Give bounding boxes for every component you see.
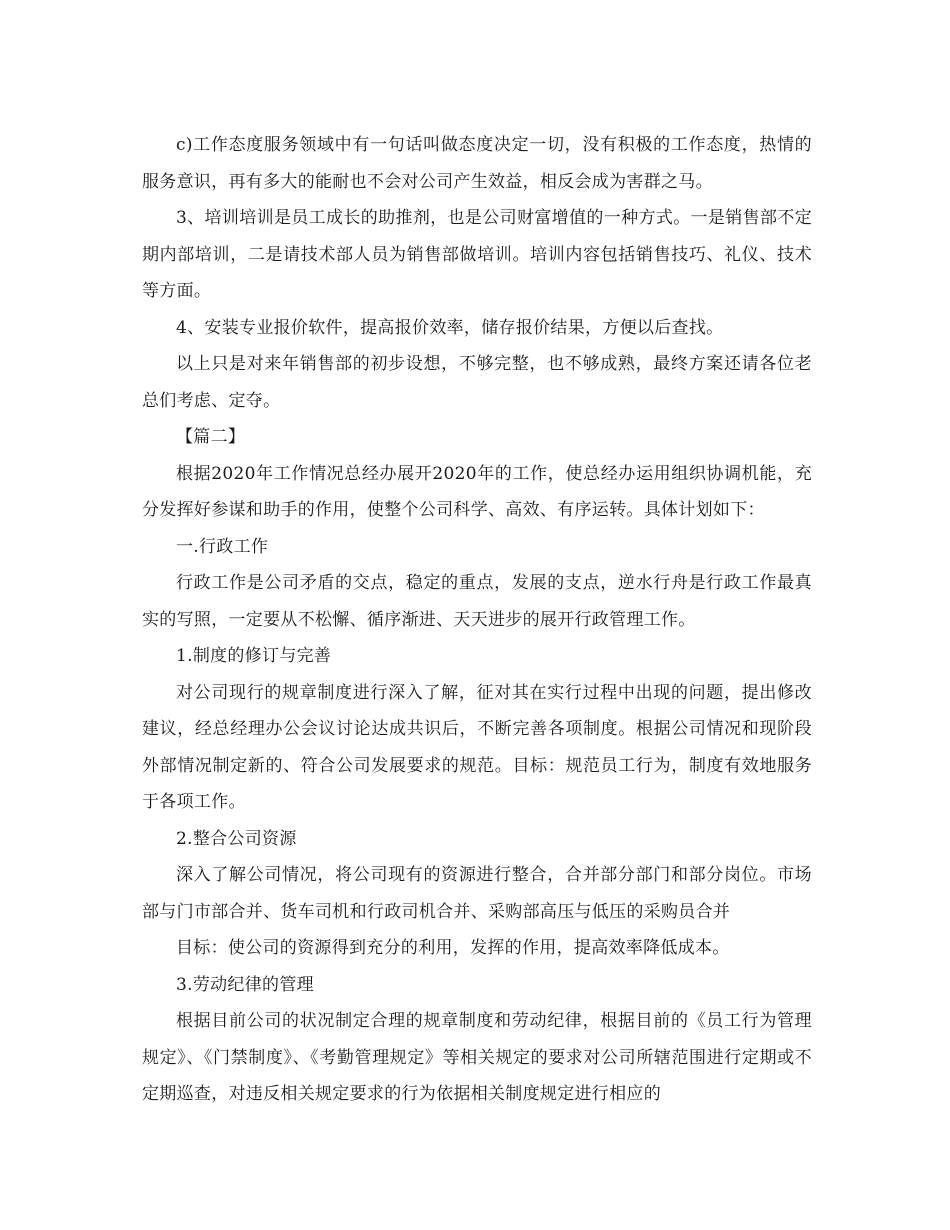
heading-administrative-work: 一.行政工作 xyxy=(176,536,269,557)
paragraph-resource-integration: 深入了解公司情况，将公司现有的资源进行整合，合并部分部门和部分岗位。市场部与门市部合并、货车司机和行政司机合并、采购部高压与低压的采购员合并 xyxy=(142,865,812,922)
paragraph-plan-intro: 根据2020年工作情况总经办展开2020年的工作，使总经办运用组织协调机能，充分发挥好参谋和助手的作用，使整个公司科学、高效、有序运转。具体计划如下： xyxy=(142,463,812,520)
paragraph-labor-discipline: 根据目前公司的状况制定合理的规章制度和劳动纪律，根据目前的《员工行为管理规定》、《门禁制度》、《考勤管理规定》等相关规定的要求对公司所辖范围进行定期或不定期巡查，对违反相关规定要求的行为依据相关制度规定进行相应的 xyxy=(142,1011,812,1104)
document-body xyxy=(142,127,812,1113)
paragraph-quote-software: 4、安装专业报价软件，提高报价效率，储存报价结果，方便以后查找。 xyxy=(176,317,724,338)
paragraph-regulation-revision: 对公司现行的规章制度进行深入了解，征对其在实行过程中出现的问题，提出修改建议，经总经理办公会议讨论达成共识后，不断完善各项制度。根据公司情况和现阶段外部情况制定新的、符合公司发展要求的规范。目标：规范员工行为，制度有效地服务于各项工作。 xyxy=(142,682,812,812)
paragraph-summary: 以上只是对来年销售部的初步设想，不够完整，也不够成熟，最终方案还请各位老总们考虑、定夺。 xyxy=(142,354,812,411)
heading-regulation-revision: 1.制度的修订与完善 xyxy=(176,646,332,666)
paragraph-resource-goal: 目标：使公司的资源得到充分的利用，发挥的作用，提高效率降低成本。 xyxy=(176,938,730,958)
section-heading-part-two: 【篇二】 xyxy=(176,427,246,447)
paragraph-work-attitude: c)工作态度服务领域中有一句话叫做态度决定一切，没有积极的工作态度，热情的服务意识，再有多大的能耐也不会对公司产生效益，相反会成为害群之马。 xyxy=(142,135,812,192)
heading-resource-integration: 2.整合公司资源 xyxy=(176,828,297,849)
heading-labor-discipline: 3.劳动纪律的管理 xyxy=(176,974,314,995)
paragraph-training: 3、培训培训是员工成长的助推剂，也是公司财富增值的一种方式。一是销售部不定期内部培训，二是请技术部人员为销售部做培训。培训内容包括销售技巧、礼仪、技术等方面。 xyxy=(142,208,812,301)
paragraph-administrative-work: 行政工作是公司矛盾的交点，稳定的重点，发展的支点，逆水行舟是行政工作最真实的写照，一定要从不松懈、循序渐进、天天进步的展开行政管理工作。 xyxy=(142,573,812,630)
